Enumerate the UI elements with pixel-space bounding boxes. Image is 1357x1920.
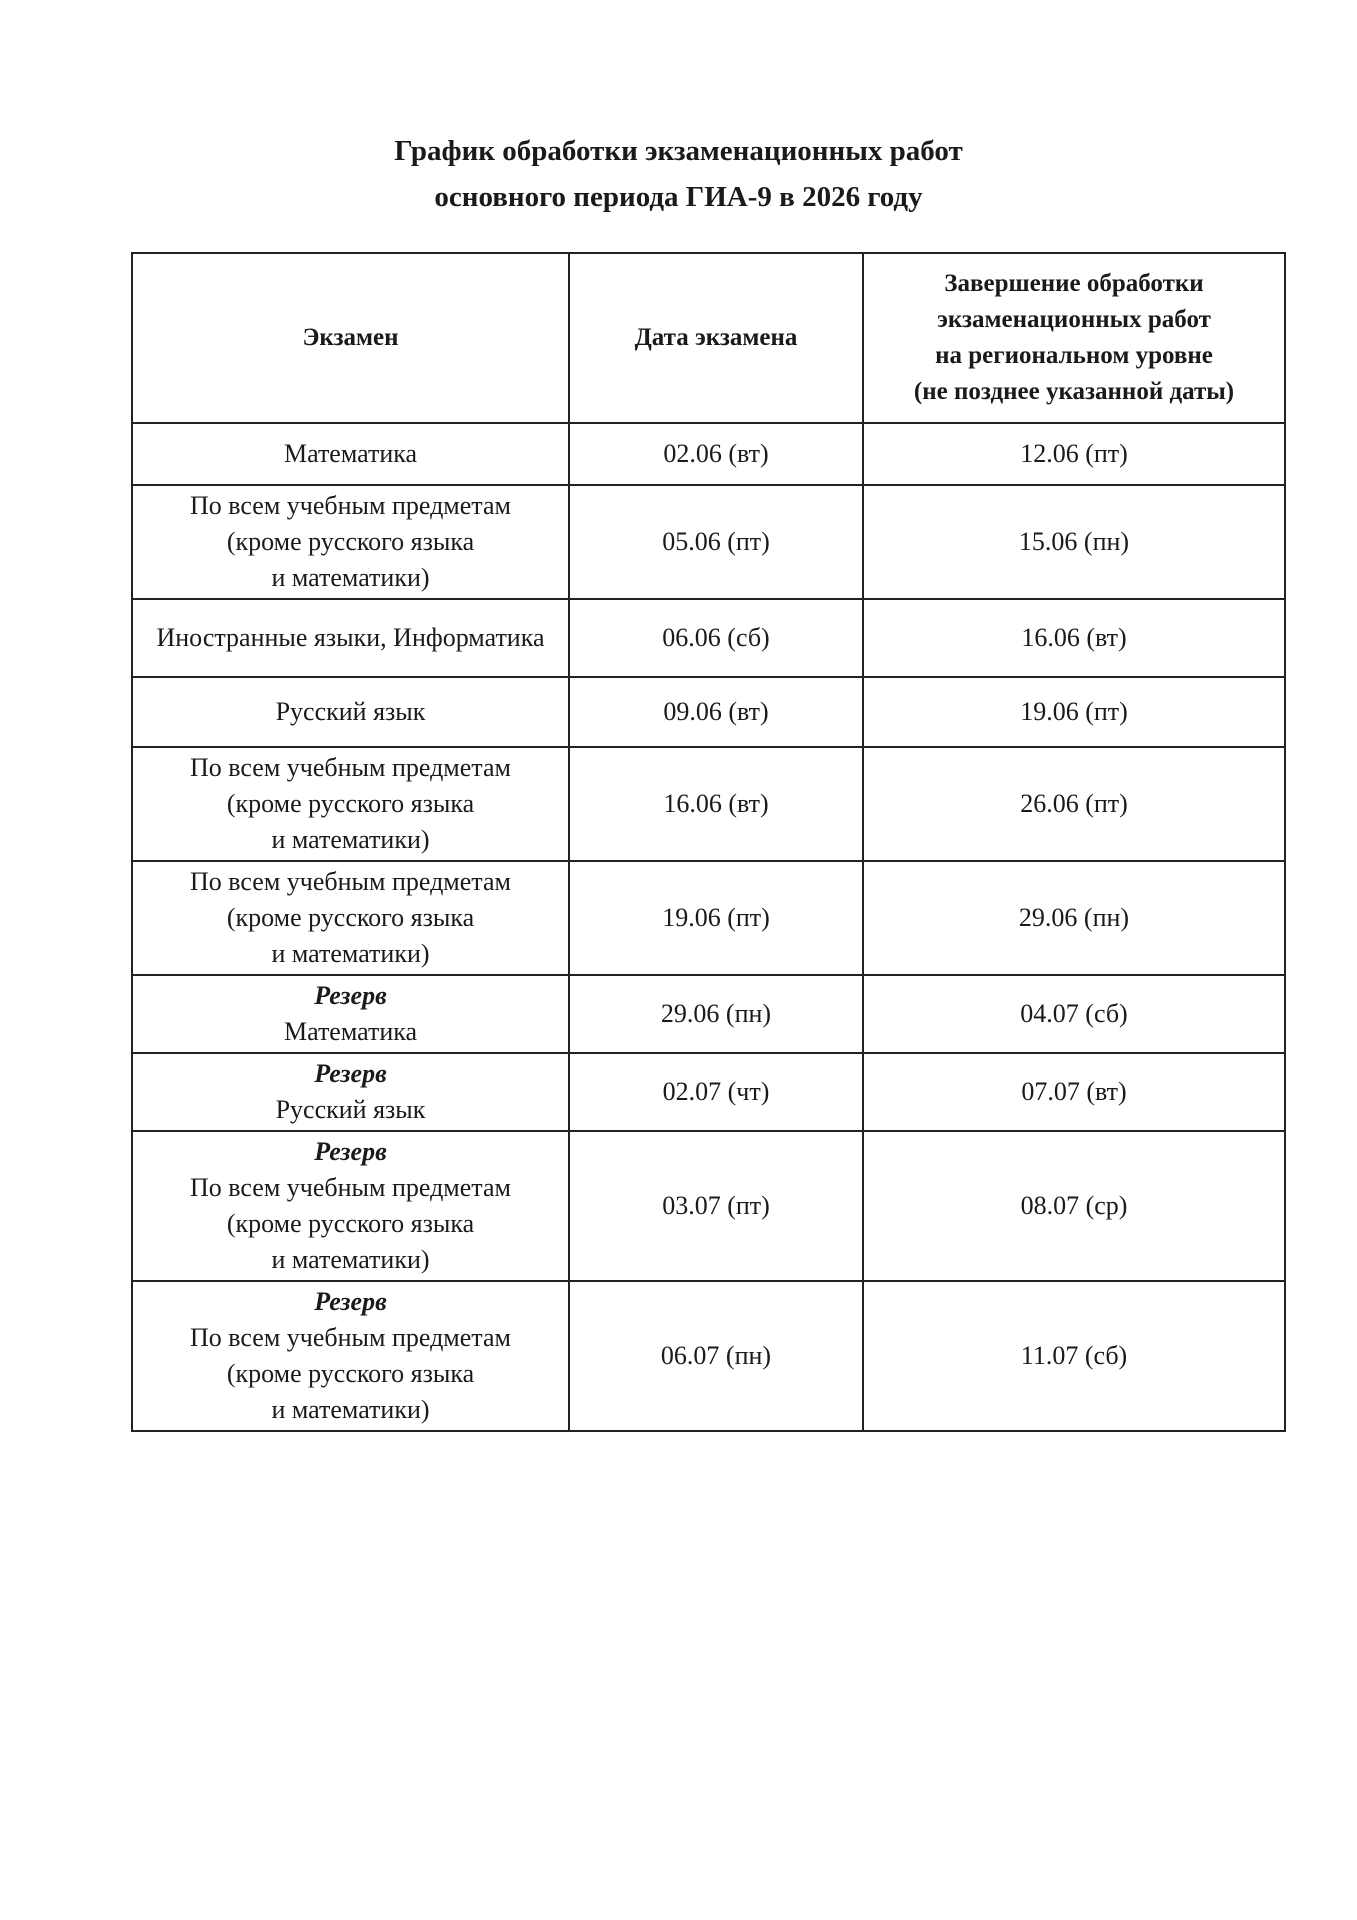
cell-exam-date: 29.06 (пн) [569, 975, 863, 1053]
reserve-label: Резерв [314, 1059, 387, 1088]
cell-completion-date: 12.06 (пт) [863, 423, 1285, 485]
table-row [132, 1281, 1285, 1431]
header-completion-line: на региональном уровне [935, 342, 1213, 369]
exam-subject-line: По всем учебным предметам [190, 1173, 511, 1202]
reserve-label: Резерв [314, 1287, 387, 1316]
cell-completion-date: 29.06 (пн) [863, 861, 1285, 975]
cell-exam-date: 02.07 (чт) [569, 1053, 863, 1131]
table-row [132, 975, 1285, 1053]
cell-completion-date: 26.06 (пт) [863, 747, 1285, 861]
cell-exam [132, 1131, 569, 1281]
cell-exam [132, 1053, 569, 1131]
cell-exam [132, 485, 569, 599]
cell-exam [132, 677, 569, 747]
exam-subject-line: По всем учебным предметам [190, 491, 511, 520]
header-exam: Экзамен [132, 253, 569, 423]
exam-subject-line: (кроме русского языка [226, 527, 475, 556]
header-exam-date: Дата экзамена [569, 253, 863, 423]
cell-exam-date: 05.06 (пт) [569, 485, 863, 599]
exam-subject-line: Иностранные языки, Информатика [156, 623, 545, 652]
exam-subject-line: и математики) [271, 825, 430, 854]
cell-exam [132, 1281, 569, 1431]
reserve-label: Резерв [314, 981, 387, 1010]
table-row [132, 485, 1285, 599]
header-completion-line: (не позднее указанной даты) [913, 378, 1235, 405]
cell-completion-date: 08.07 (ср) [863, 1131, 1285, 1281]
exam-subject-line: По всем учебным предметам [190, 753, 511, 782]
exam-subject-line: и математики) [271, 1395, 430, 1424]
exam-subject-line: По всем учебным предметам [190, 1323, 511, 1352]
exam-subject-line: и математики) [271, 939, 430, 968]
header-completion-line: Завершение обработки [944, 270, 1204, 297]
exam-subject-line: По всем учебным предметам [190, 867, 511, 896]
table-row [132, 1131, 1285, 1281]
cell-completion-date: 11.07 (сб) [863, 1281, 1285, 1431]
cell-exam-date: 06.06 (сб) [569, 599, 863, 677]
table-row [132, 423, 1285, 485]
header-completion-line: экзаменационных работ [937, 306, 1211, 333]
cell-completion-date: 16.06 (вт) [863, 599, 1285, 677]
title-line-1: График обработки экзаменационных работ [394, 135, 963, 167]
cell-exam-date: 02.06 (вт) [569, 423, 863, 485]
title-line-2: основного периода ГИА-9 в 2026 году [434, 181, 923, 213]
table-row [132, 747, 1285, 861]
exam-subject-line: Математика [283, 439, 418, 468]
exam-subject-line: и математики) [271, 1245, 430, 1274]
exam-subject-line: (кроме русского языка [226, 789, 475, 818]
cell-exam [132, 747, 569, 861]
page-title [0, 128, 1357, 220]
cell-exam-date: 06.07 (пн) [569, 1281, 863, 1431]
exam-subject-line: Русский язык [275, 697, 426, 726]
table-row [132, 677, 1285, 747]
cell-completion-date: 15.06 (пн) [863, 485, 1285, 599]
exam-schedule-table [131, 252, 1286, 1432]
exam-subject-line: и математики) [271, 563, 430, 592]
table-row [132, 599, 1285, 677]
cell-exam-date: 16.06 (вт) [569, 747, 863, 861]
cell-exam-date: 03.07 (пт) [569, 1131, 863, 1281]
exam-subject-line: (кроме русского языка [226, 1359, 475, 1388]
table-row [132, 861, 1285, 975]
cell-exam [132, 975, 569, 1053]
cell-exam [132, 423, 569, 485]
exam-subject-line: (кроме русского языка [226, 903, 475, 932]
cell-exam-date: 19.06 (пт) [569, 861, 863, 975]
header-completion [863, 253, 1285, 423]
cell-exam-date: 09.06 (вт) [569, 677, 863, 747]
exam-subject-line: Математика [283, 1017, 418, 1046]
table-row [132, 1053, 1285, 1131]
exam-subject-line: Русский язык [275, 1095, 426, 1124]
cell-exam [132, 861, 569, 975]
table-body [132, 423, 1285, 1431]
cell-completion-date: 19.06 (пт) [863, 677, 1285, 747]
cell-completion-date: 04.07 (сб) [863, 975, 1285, 1053]
cell-exam [132, 599, 569, 677]
table-header-row [132, 253, 1285, 423]
cell-completion-date: 07.07 (вт) [863, 1053, 1285, 1131]
reserve-label: Резерв [314, 1137, 387, 1166]
exam-subject-line: (кроме русского языка [226, 1209, 475, 1238]
